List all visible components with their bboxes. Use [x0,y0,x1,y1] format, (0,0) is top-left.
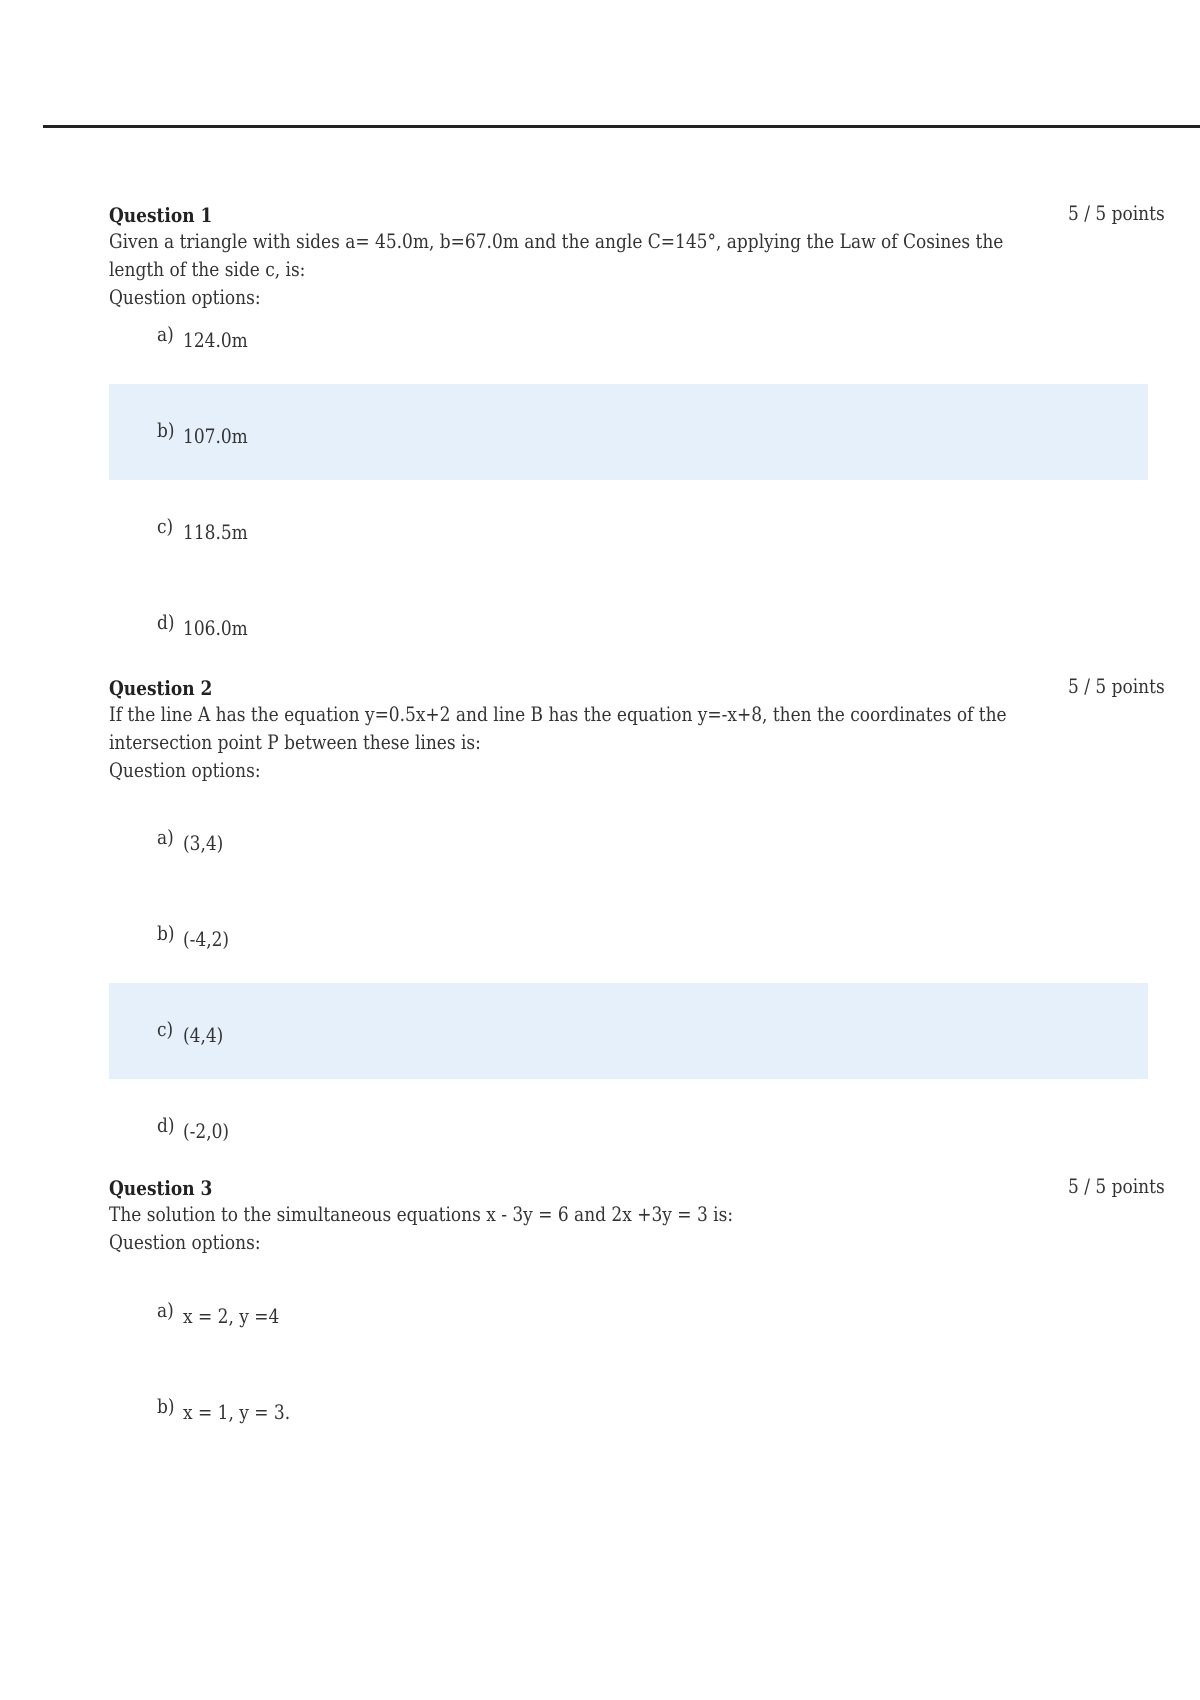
option-letter: a) [157,825,174,849]
question-1-options [109,288,1148,672]
option-text: (-4,2) [183,927,230,951]
option-letter: c) [157,1017,174,1041]
option-text: 124.0m [183,328,248,352]
option-letter: b) [157,921,175,945]
option-text: (3,4) [183,831,224,855]
question-points: 5 / 5 points [1068,674,1165,698]
option-text: (4,4) [183,1023,224,1047]
option-text: x = 2, y =4 [183,1304,280,1328]
option-text: (-2,0) [183,1119,230,1143]
option-letter: c) [157,514,174,538]
option-letter: b) [157,418,175,442]
question-3 [109,1174,1165,1256]
option-a[interactable] [109,791,1148,887]
option-text: x = 1, y = 3. [183,1400,291,1424]
option-letter: a) [157,322,174,346]
option-a[interactable] [109,288,1148,384]
question-2 [109,674,1165,784]
question-title: Question 2 [109,676,213,700]
option-a[interactable] [109,1264,1148,1360]
option-b[interactable] [109,887,1148,983]
option-letter: a) [157,1298,174,1322]
option-letter: b) [157,1394,175,1418]
question-2-options [109,791,1148,1175]
question-title: Question 1 [109,203,213,227]
question-points: 5 / 5 points [1068,201,1165,225]
top-divider [43,125,1200,128]
option-text: 107.0m [183,424,248,448]
option-letter: d) [157,1113,175,1137]
question-options-label: Question options: [109,1230,261,1254]
question-text: The solution to the simultaneous equations x - 3y = 6 and 2x +3y = 3 is: [109,1202,734,1226]
option-b[interactable] [109,1360,1148,1456]
option-text: 118.5m [183,520,248,544]
question-3-options [109,1264,1148,1456]
option-d[interactable] [109,576,1148,672]
option-d[interactable] [109,1079,1148,1175]
question-points: 5 / 5 points [1068,1174,1165,1198]
option-c[interactable] [109,983,1148,1079]
question-text: If the line A has the equation y=0.5x+2 and line B has the equation y=-x+8, then the coordinates of the intersection point P between these lines is: [109,702,1007,754]
question-options-label: Question options: [109,758,261,782]
option-b[interactable] [109,384,1148,480]
option-text: 106.0m [183,616,248,640]
option-letter: d) [157,610,175,634]
question-title: Question 3 [109,1176,213,1200]
option-c[interactable] [109,480,1148,576]
question-text: Given a triangle with sides a= 45.0m, b=67.0m and the angle C=145°, applying the Law of Cosines the length of the side c, is: [109,229,1004,281]
question-options-label: Question options: [109,285,261,309]
